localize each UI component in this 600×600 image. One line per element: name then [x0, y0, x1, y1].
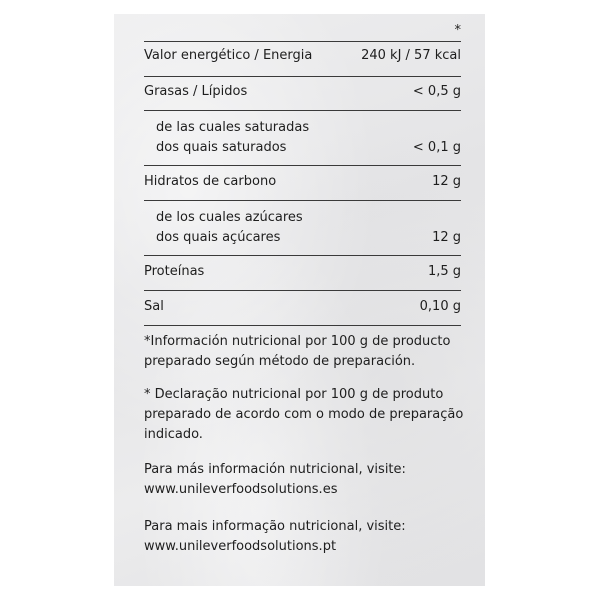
- row-value: 1,5 g: [427, 264, 461, 279]
- info-line: Para más información nutricional, visite:: [144, 462, 406, 477]
- info-es: [144, 460, 461, 500]
- row-protein: [144, 264, 461, 280]
- footnote-line: preparado según método de preparación.: [144, 354, 416, 369]
- info-line: Para mais informação nutricional, visite:: [144, 519, 406, 534]
- row-value: 12 g: [432, 174, 461, 189]
- table-rule: [144, 110, 461, 111]
- table-rule: [144, 325, 461, 326]
- row-energy: [144, 48, 461, 64]
- footnote-es: [144, 332, 461, 372]
- row-saturated: [144, 118, 461, 158]
- row-carbohydrates: [144, 174, 461, 190]
- footnote-pt: [144, 385, 464, 445]
- row-label-es: de las cuales saturadas: [156, 120, 310, 135]
- row-label: Valor energético / Energia: [144, 48, 313, 63]
- nutrition-panel: [114, 14, 485, 586]
- row-value: 12 g: [432, 230, 461, 245]
- row-label: [144, 118, 309, 158]
- row-value: < 0,1 g: [412, 140, 461, 155]
- table-rule: [144, 165, 461, 166]
- info-link: www.unileverfoodsolutions.pt: [144, 539, 337, 554]
- footnote-line: indicado.: [144, 427, 203, 442]
- row-label: Grasas / Lípidos: [144, 84, 248, 99]
- row-sugars: [144, 208, 461, 248]
- table-rule: [144, 200, 461, 201]
- info-pt: [144, 517, 461, 557]
- footnote-line: preparado de acordo com o modo de preparação: [144, 407, 464, 422]
- table-rule: [144, 290, 461, 291]
- row-label-pt: dos quais saturados: [156, 140, 287, 155]
- row-value: < 0,5 g: [412, 84, 461, 99]
- row-label: Sal: [144, 299, 164, 314]
- table-rule: [144, 41, 461, 42]
- info-link: www.unileverfoodsolutions.es: [144, 482, 338, 497]
- footnote-line: * Declaração nutricional por 100 g de produto: [144, 387, 444, 402]
- table-rule: [144, 76, 461, 77]
- row-value: 240 kJ / 57 kcal: [361, 48, 461, 63]
- footnote-line: *Información nutricional por 100 g de producto: [144, 334, 451, 349]
- row-value: 0,10 g: [419, 299, 461, 314]
- row-label: Hidratos de carbono: [144, 174, 277, 189]
- row-label: Proteínas: [144, 264, 205, 279]
- row-fat: [144, 84, 461, 100]
- header-asterisk: *: [454, 23, 461, 38]
- row-label: [144, 208, 303, 248]
- row-salt: [144, 299, 461, 315]
- table-rule: [144, 255, 461, 256]
- row-label-pt: dos quais açúcares: [156, 230, 281, 245]
- row-label-es: de los cuales azúcares: [156, 210, 303, 225]
